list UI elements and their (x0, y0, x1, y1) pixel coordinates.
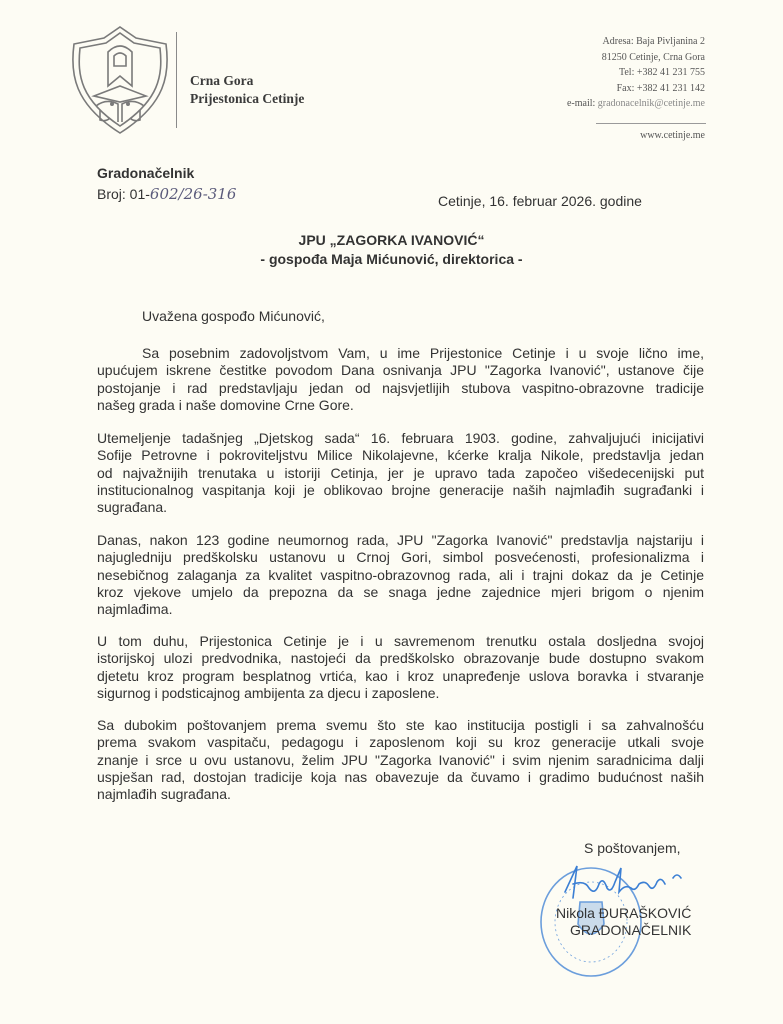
paragraph-line: kroz vjekove umjelo da prepozna da se snaga jedne zajednice mjeri brigom o njenim (97, 583, 704, 600)
paragraph-line: sigurnog i podsticajnog ambijenta za djecu i zaposlene. (97, 684, 440, 701)
website-link[interactable]: www.cetinje.me (640, 130, 705, 141)
signature-icon (555, 862, 695, 908)
paragraph-line: institucionalnog vaspitanja koji je oblikovao brojne generacije naših najmlađih sugrađanki i (97, 481, 704, 498)
paragraph-line: Utemeljenje tadašnjeg „Djetskog sada“ 16. februara 1903. godine, zahvaljujući inicijativi (97, 430, 704, 446)
signer-block (556, 905, 691, 939)
paragraph-line: uspješan rad, dostojan tradicije koja nas obavezuje da čuvamo i gradimo budućnost naših (97, 768, 704, 785)
reference-number (97, 185, 236, 203)
country-name: Crna Gora (190, 73, 254, 88)
paragraph-3 (97, 532, 704, 618)
closing-phrase: S poštovanjem, (584, 840, 681, 856)
reference-handwritten: 602/26-316 (149, 185, 237, 203)
fax-number: Fax: +382 41 231 142 (616, 82, 705, 94)
contact-block (567, 34, 705, 112)
handwritten-signature (555, 862, 695, 908)
address-line-1: Adresa: Baja Pivljanina 2 (602, 36, 705, 47)
paragraph-5 (97, 717, 704, 803)
salutation: Uvažena gospođo Mićunović, (142, 308, 325, 324)
paragraph-1 (97, 345, 704, 414)
email-label: e-mail: (566, 98, 596, 109)
recipient-person: - gospođa Maja Mićunović, direktorica - (260, 251, 523, 267)
address-line-2: 81250 Cetinje, Crna Gora (601, 51, 705, 63)
signer-title: GRADONAČELNIK (570, 922, 692, 938)
paragraph-line: znanje i srce u ovu ustanovu, želim JPU "Zagorka Ivanović" i svim njenim saradnicima dalji (97, 751, 704, 768)
signer-name: Nikola ĐURAŠKOVIĆ (556, 905, 692, 921)
paragraph-line: Sa dubokim poštovanjem prema svemu što ste kao institucija postigli i sa zahvalnošću (97, 717, 704, 733)
paragraph-line: Danas, nakon 123 godine neumornog rada, JPU "Zagorka Ivanović" predstavlja najstariju i (97, 532, 704, 548)
paragraph-line: nesebičnog zalaganja za kvalitet vaspitno-obrazovnog rada, ali i trajni dokaz da je Cetinje (97, 566, 704, 583)
paragraph-line: prema svakom vaspitaču, pedagogu i zaposlenom koji su kroz generacije utkali svoje (97, 734, 704, 751)
paragraph-4 (97, 633, 704, 702)
coat-of-arms-icon (66, 24, 174, 136)
paragraph-line: istorijskoj ulozi predvodnika, nastojeći da predškolsko obrazovanje bude dostupno svakom (97, 650, 704, 667)
coat-of-arms-logo (66, 24, 174, 136)
paragraph-line: najmlađima. (97, 601, 173, 618)
paragraph-line: sugrađana. (97, 499, 168, 516)
paragraph-line: od najvažnijih trenutaka u istoriji Cetinja, jer je upravo tada započeo višedecenijski put (97, 464, 704, 481)
reference-label: Broj: 01- (97, 186, 150, 202)
contact-divider (596, 123, 706, 124)
paragraph-line: U tom duhu, Prijestonica Cetinje je i u savremenom trenutku ostala dosljedna svojoj (97, 633, 704, 649)
paragraph-line: našeg grada i naše domovine Crne Gore. (97, 396, 354, 413)
letterhead-brand (190, 72, 304, 108)
paragraph-line: najugledniju predškolsku ustanovu u Crnoj Gori, simbol posvećenosti, profesionalizma i (97, 549, 704, 566)
office-title: Gradonačelnik (97, 165, 195, 181)
phone-number: Tel: +382 41 231 755 (618, 67, 705, 78)
email-row (567, 96, 705, 112)
paragraph-line: upućujem iskrene čestitke povodom Dana osnivanja JPU "Zagorka Ivanović", ustanove čije (97, 362, 704, 379)
paragraph-line: Sofije Petrovne i pokroviteljstvu Milice Nikolajevne, kćerke kralja Nikole, predstavlja jedan (97, 447, 704, 464)
email-link[interactable]: gradonacelnik@cetinje.me (597, 98, 705, 109)
paragraph-line: Sa posebnim zadovoljstvom Vam, u ime Prijestonice Cetinje i u svoje lično ime, (142, 345, 704, 361)
municipality-name: Prijestonica Cetinje (190, 91, 305, 106)
letter-date: Cetinje, 16. februar 2026. godine (438, 193, 642, 209)
paragraph-2 (97, 430, 704, 516)
paragraph-line: najmlađih sugrađana. (97, 786, 231, 803)
paragraph-line: djetetu kroz program besplatnog vrtića, kao i kroz unapređenje uslova boravka i stvaranje (97, 667, 704, 684)
recipient-institution: JPU „ZAGORKA IVANOVIĆ“ (298, 232, 485, 248)
letterhead-divider (176, 32, 177, 128)
paragraph-line: postojanje i rad predstavljaju jedan od najsvjetlijih stubova vaspitno-obrazovne tradicije (97, 379, 704, 396)
